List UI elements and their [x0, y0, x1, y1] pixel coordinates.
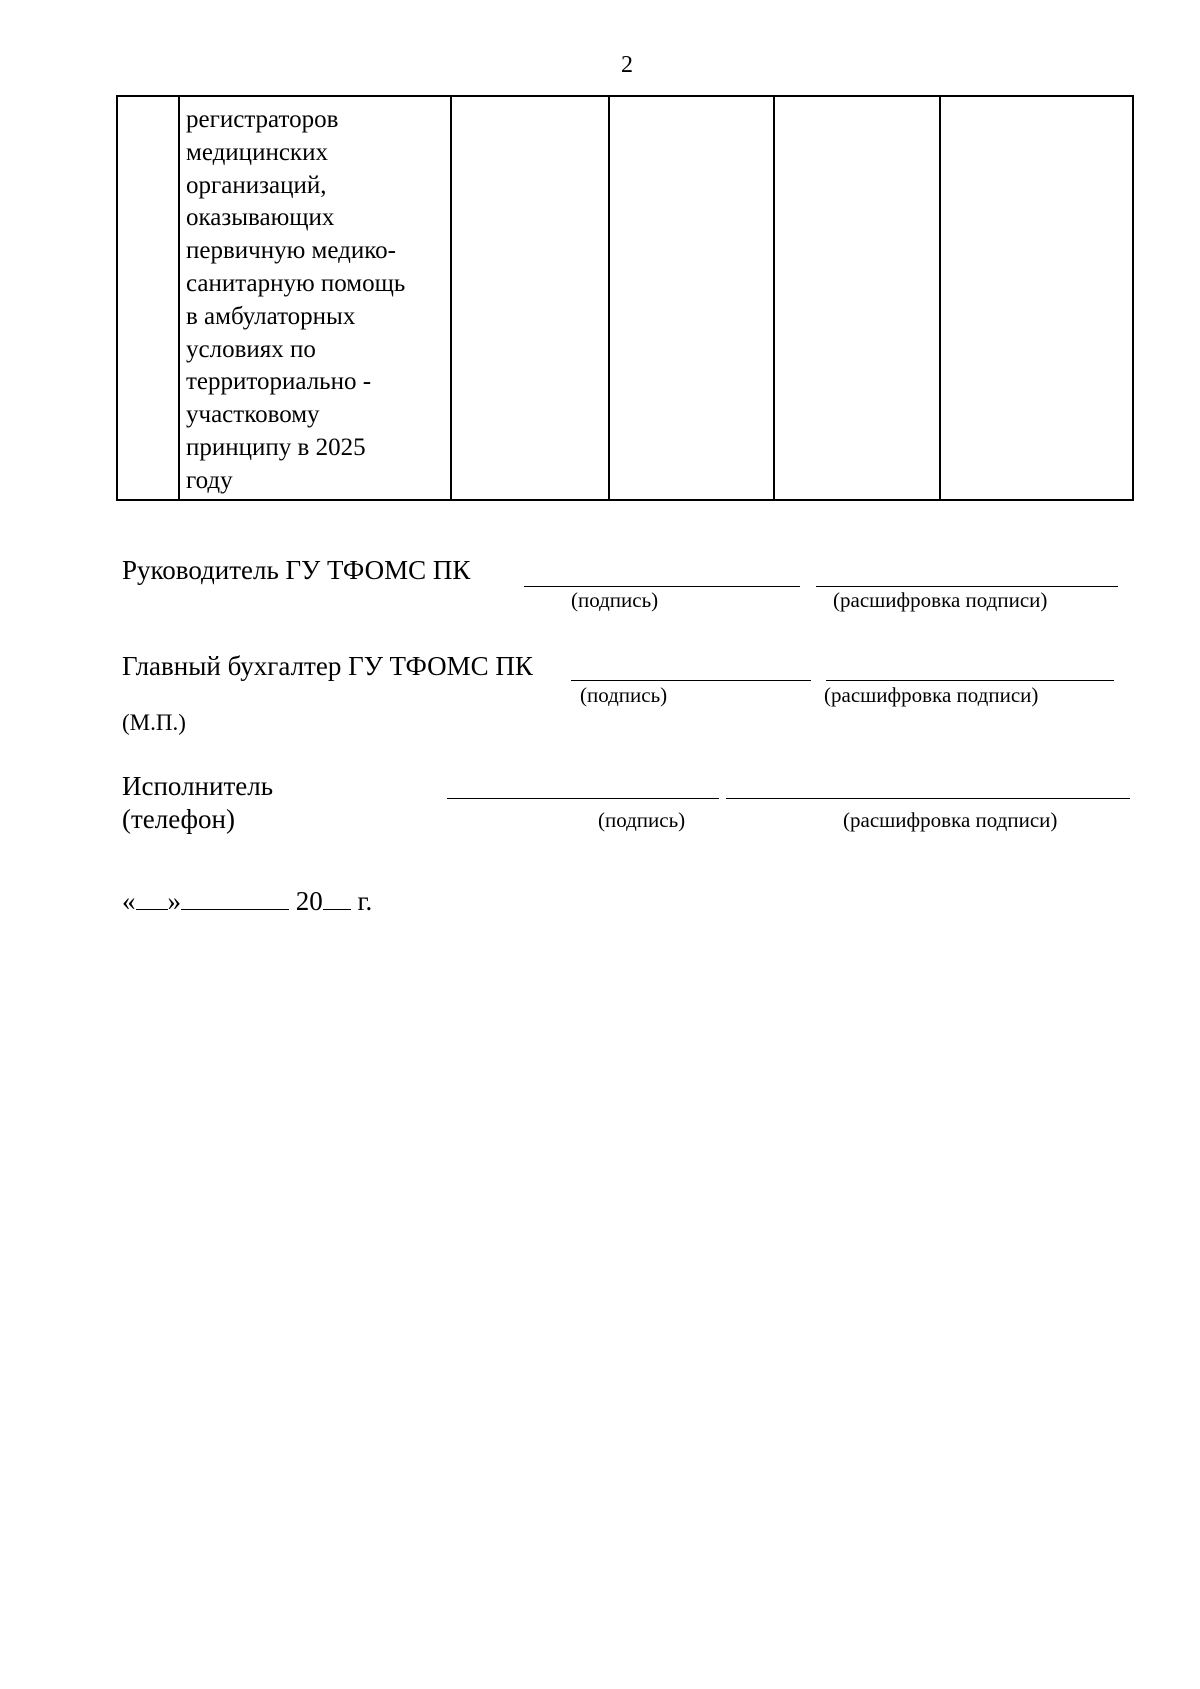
accountant-decode-line	[826, 680, 1114, 681]
head-decode-caption: (расшифровка подписи)	[833, 588, 1048, 612]
table-cell-number	[117, 96, 179, 500]
executor-signature-line	[447, 798, 719, 799]
table-row	[117, 96, 1133, 500]
phone-label: (телефон)	[122, 804, 235, 834]
head-label: Руководитель ГУ ТФОМС ПК	[122, 555, 471, 585]
table-cell-empty-4	[609, 96, 774, 500]
accountant-decode-caption: (расшифровка подписи)	[824, 683, 1039, 707]
accountant-signature-caption: (подпись)	[580, 683, 668, 707]
date-close-quote: »	[167, 886, 181, 916]
executor-signature-caption: (подпись)	[598, 808, 686, 832]
date-year-blank	[323, 887, 351, 910]
executor-decode-caption: (расшифровка подписи)	[843, 808, 1058, 832]
table-cell-empty-5	[774, 96, 940, 500]
date-year-prefix: 20	[295, 886, 323, 916]
date-open-quote: «	[122, 886, 136, 916]
page-number: 2	[621, 52, 633, 78]
table-cell-empty-6	[940, 96, 1133, 500]
date-suffix: г.	[357, 886, 373, 916]
table-cell-description-text: регистраторов медицинских организаций, оказывающих первичную медико- санитарную помощь в амбулаторных условиях по территориально - участковому принципу в 2025 году	[186, 106, 406, 494]
executor-label: Исполнитель	[122, 771, 274, 801]
table-cell-description	[179, 96, 451, 500]
executor-decode-line	[726, 798, 1130, 799]
date-line	[122, 886, 372, 917]
table-cell-empty-3	[451, 96, 609, 500]
data-table	[116, 95, 1134, 501]
head-signature-line	[524, 586, 800, 587]
accountant-label: Главный бухгалтер ГУ ТФОМС ПК	[122, 651, 533, 681]
head-signature-caption: (подпись)	[571, 588, 659, 612]
accountant-signature-line	[571, 680, 811, 681]
date-day-blank	[136, 887, 168, 910]
head-decode-line	[816, 586, 1118, 587]
date-month-blank	[181, 887, 289, 910]
stamp-label: (М.П.)	[122, 710, 186, 735]
